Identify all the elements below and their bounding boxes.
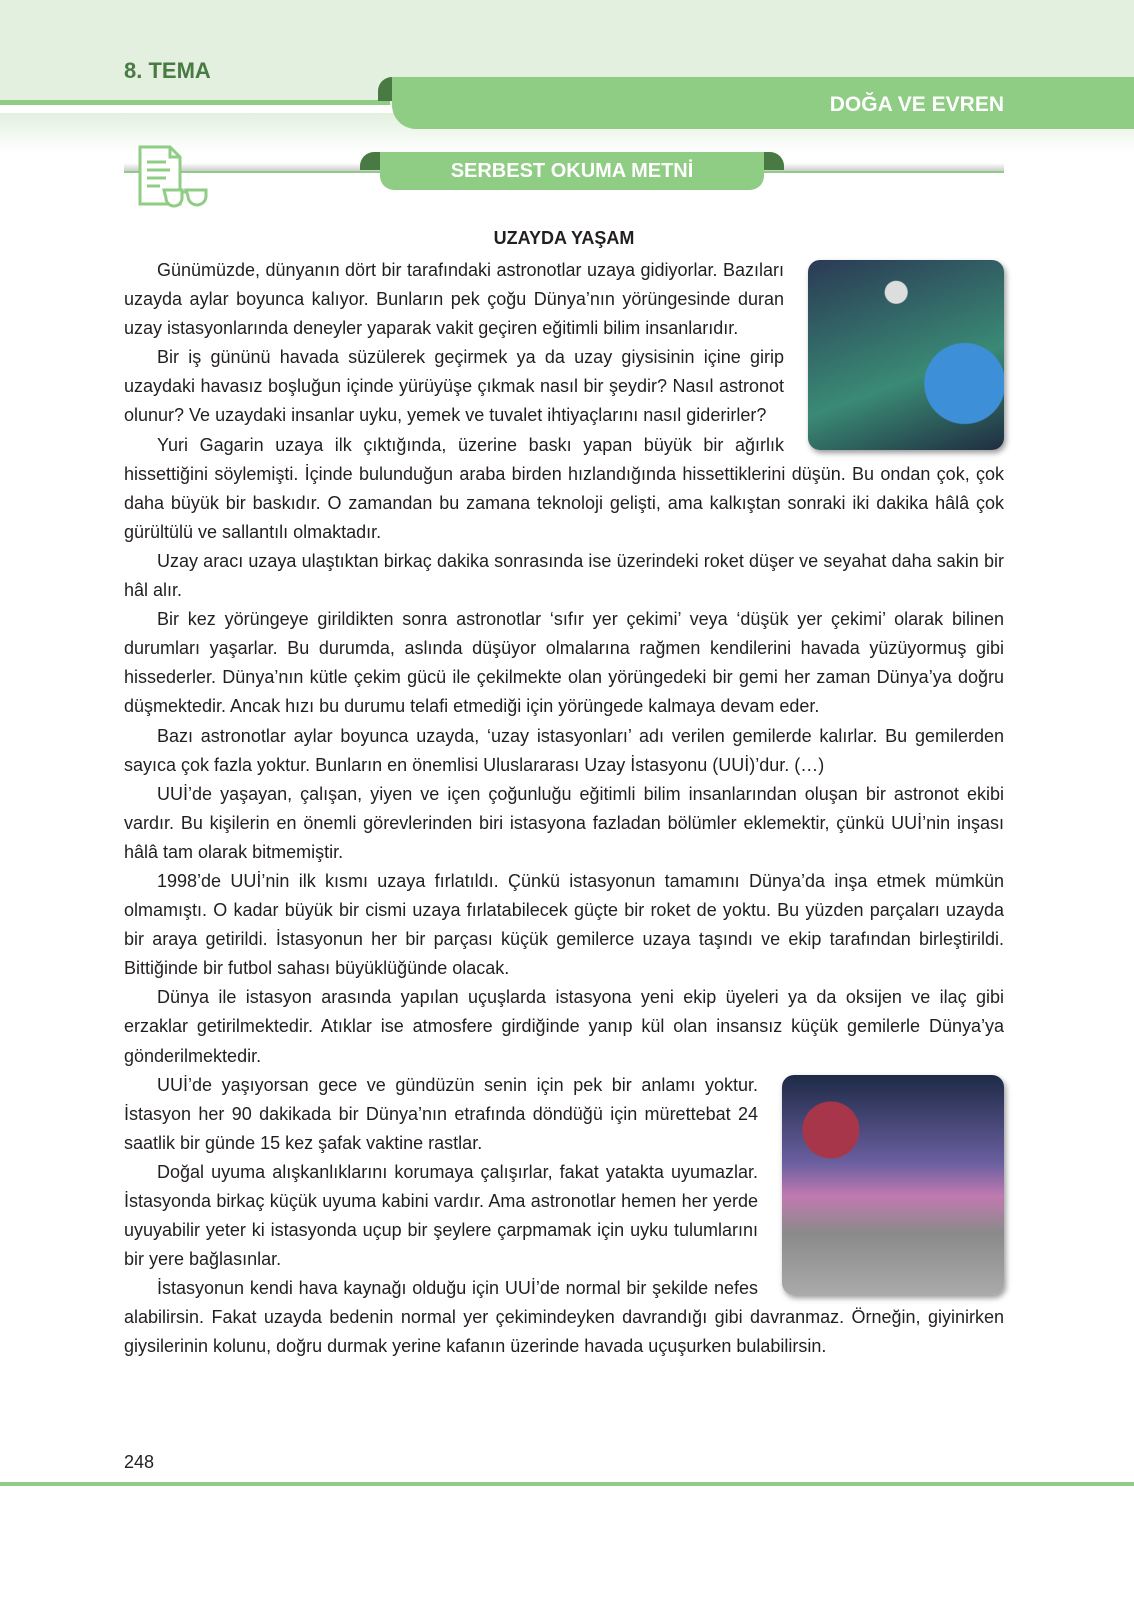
section-ribbon: SERBEST OKUMA METNİ	[380, 152, 764, 190]
theme-title-tab	[392, 77, 1134, 129]
earth-space-station-illustration	[808, 260, 1004, 450]
paragraph: Yuri Gagarin uzaya ilk çıktığında, üzerine baskı yapan büyük bir ağırlık hissettiğini söylemişti. İçinde bulunduğun araba birden hızlandığında hissettiklerini düşün. Bu ondan çok, çok daha büyük bir baskıdır. O zamandan bu zamana teknoloji gelişti, ama kalkıştan sonraki iki dakika hâlâ çok gürültülü ve sallantılı olmaktadır.	[124, 434, 1004, 542]
paragraph: Bazı astronotlar aylar boyunca uzayda, ‘uzay istasyonları’ adı verilen gemilerde kalırlar. Bu gemilerden sayıca çok fazla yoktur. Bunların en önemlisi Uluslararası Uzay İstasyonu (UUİ)’dur. (…)	[124, 725, 1004, 775]
article-title: UZAYDA YAŞAM	[493, 228, 635, 248]
paragraph: UUİ’de yaşıyorsan gece ve gündüzün senin için pek bir anlamı yoktur. İstasyon her 90 dakikada bir Dünya’nın etrafında döndüğü için mürettebat 24 saatlik bir günde 15 kez şafak vaktine rastlar.	[124, 1074, 758, 1153]
paragraph: Doğal uyuma alışkanlıklarını korumaya çalışırlar, fakat yatakta uyumazlar. İstasyonda birkaç küçük uyuma kabini vardır. Ama astronotlar hemen her yerde uyuyabilir yeter ki istasyonda uçup bir şeylere çarpmamak için uyku tulumlarını bir yere bağlasınlar.	[124, 1161, 758, 1270]
divider	[0, 100, 390, 105]
paragraph: Dünya ile istasyon arasında yapılan uçuşlarda istasyona yeni ekip üyeleri ya da oksijen ve ilaç gibi erzaklar getirilmektedir. Atıklar ise atmosfere girdiğinde yanıp kül olan insansız küçük gemilerle Dünya’ya gönderilmektedir.	[124, 987, 1004, 1066]
paragraph: UUİ’de yaşayan, çalışan, yiyen ve içen çoğunluğu eğitimli bilim insanlarından oluşan bir astronot ekibi vardır. Bu kişilerin en önemli görevlerinden biri istasyona fazladan bölümler eklemektir, çünkü UUİ’nin inşası hâlâ tam olarak bitmemiştir.	[124, 783, 1004, 862]
footer-divider	[0, 1482, 1134, 1486]
paragraph: Günümüzde, dünyanın dört bir tarafındaki astronotlar uzaya gidiyorlar. Bazıları uzayda aylar boyunca kalıyor. Bunların pek çoğu Dünya’nın yörüngesinde duran uzay istasyonlarında deneyler yaparak vakit geçiren eğitimli bilim insanlarıdır.	[124, 260, 784, 339]
paragraph: İstasyonun kendi hava kaynağı olduğu için UUİ’de normal bir şekilde nefes alabilirsin. Fakat uzayda bedenin normal yer çekimindeyken davrandığı gibi davranmaz. Örneğin, giyinirken giysilerinin kolunu, doğru durmak yerine kafanın üzerinde havada uçuşurken bulabilirsin.	[124, 1278, 1004, 1357]
theme-number: 8. TEMA	[124, 58, 211, 83]
planets-moon-surface-illustration	[782, 1075, 1004, 1295]
paragraph: Bir iş gününü havada süzülerek geçirmek ya da uzay giysisinin içine girip uzaydaki havasız boşluğun içinde yürüyüşe çıkmak nasıl bir şeydir? Nasıl astronot olunur? Ve uzaydaki insanlar uyku, yemek ve tuvalet ihtiyaçlarını nasıl giderirler?	[124, 347, 784, 426]
theme-title: DOĞA VE EVREN	[829, 93, 1004, 116]
paragraph: Uzay aracı uzaya ulaştıktan birkaç dakika sonrasında ise üzerindeki roket düşer ve seyahat daha sakin bir hâl alır.	[124, 550, 1004, 601]
reading-document-glasses-icon	[136, 144, 214, 210]
paragraph: 1998’de UUİ’nin ilk kısmı uzaya fırlatıldı. Çünkü istasyonun tamamını Dünya’da inşa etmek mümkün olmamıştı. O kadar büyük bir cismi uzaya fırlatabilecek güçte bir roket de yoktu. Bu yüzden parçaları uzayda bir araya getirildi. İstasyonun her bir parçası küçük gemilerce uzaya taşındı ve ekip tarafından birleştirildi. Bittiğinde bir futbol sahası büyüklüğünde olacak.	[124, 870, 1004, 979]
page-number: 248	[124, 1452, 155, 1472]
article	[124, 226, 1004, 1362]
paragraph: Bir kez yörüngeye girildikten sonra astronotlar ‘sıfır yer çekimi’ veya ‘düşük yer çekimi’ olarak bilinen durumları yaşarlar. Bu durumda, aslında düşüyor olmalarına rağmen kendilerini havada yüzüyormuş gibi hissederler. Dünya’nın kütle çekim gücü ile çekilmekte olan yörüngedeki bir gemi her zaman Dünya’ya doğru düşmektedir. Ancak hızı bu durumu telafi etmediği için yörüngede kalmaya devam eder.	[124, 609, 1004, 717]
